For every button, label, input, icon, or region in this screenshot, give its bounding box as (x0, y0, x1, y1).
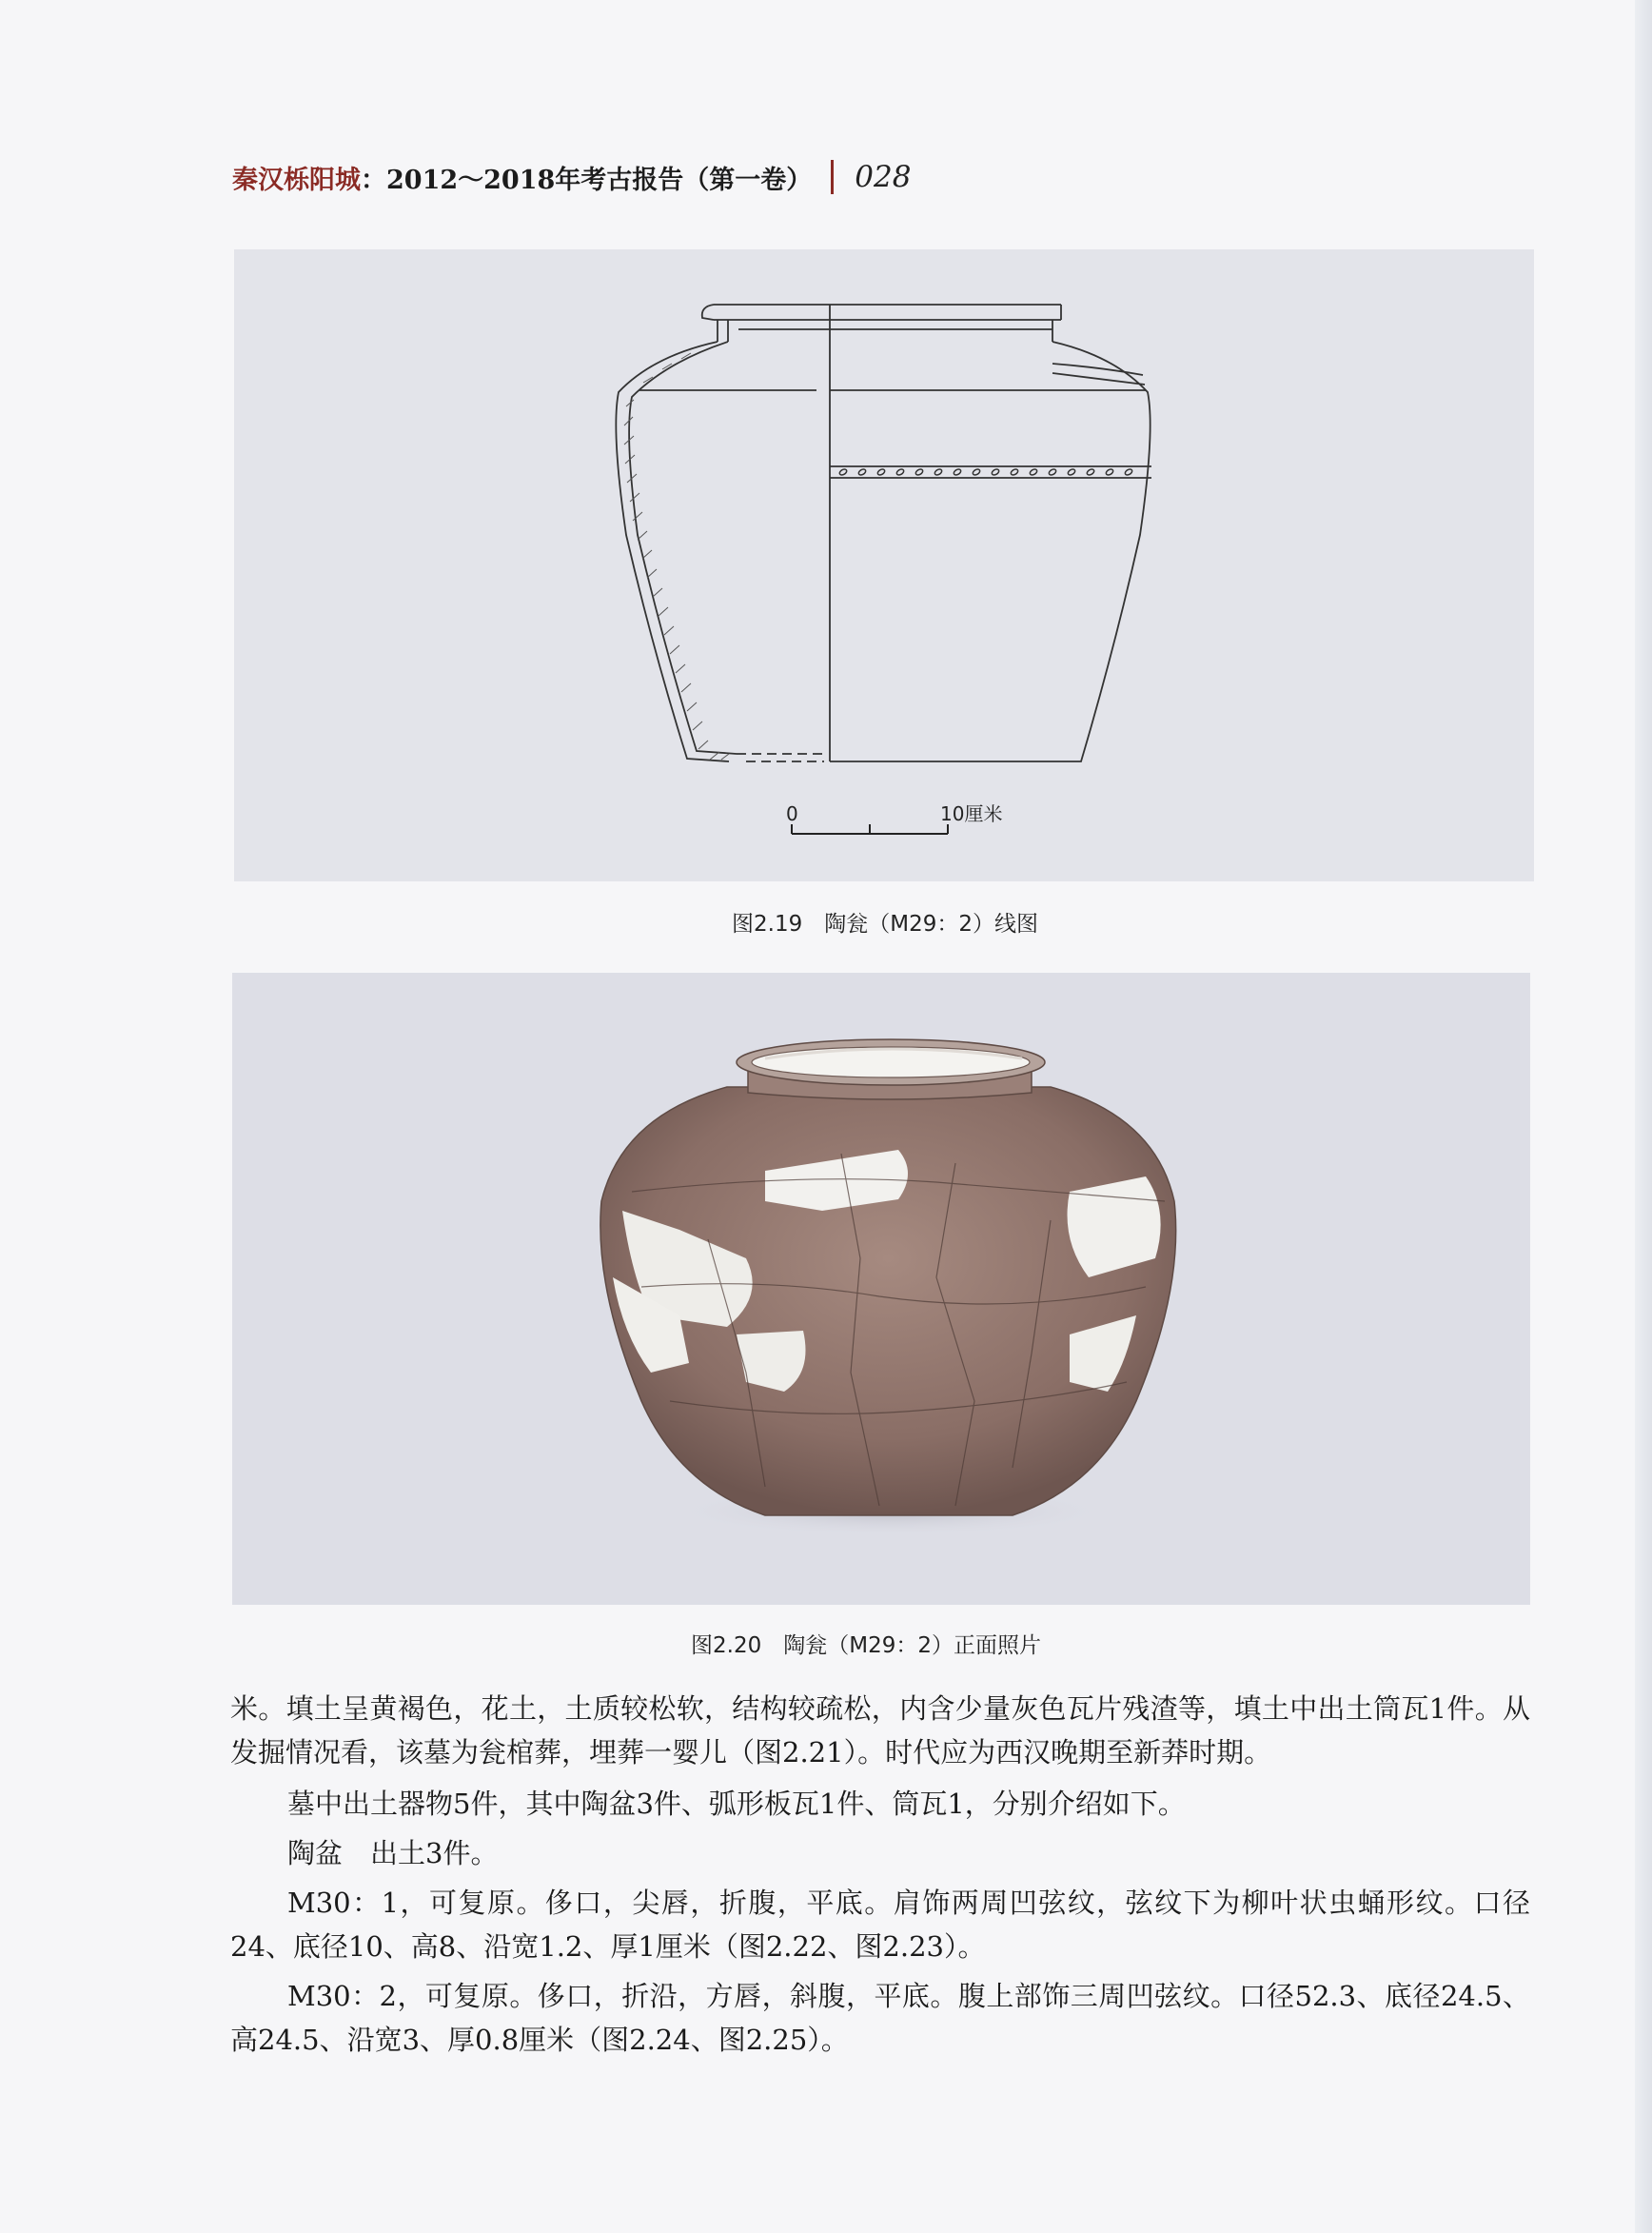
scale-end-label: 10厘米 (940, 802, 1003, 825)
figure-caption-2-20: 图2.20 陶瓮（M29：2）正面照片 (691, 1633, 1041, 1658)
paragraph-5: M30：2，可复原。侈口，折沿，方唇，斜腹，平底。腹上部饰三周凹弦纹。口径52.3、底径24.5、高24.5、沿宽3、厚0.8厘米（图2.24、图2.25）。 (230, 1980, 1530, 2056)
jar-photo-illustration (232, 973, 1530, 1605)
figure-line-drawing (234, 249, 1534, 881)
scale-zero-label: 0 (786, 802, 798, 825)
jar-line-drawing (234, 249, 1534, 881)
book-subtitle: ：2012～2018年考古报告（第一卷） (361, 165, 813, 195)
book-title: 秦汉栎阳城 (232, 165, 361, 195)
paragraph-3: 陶盆 出土3件。 (287, 1837, 499, 1869)
figure-caption-2-19: 图2.19 陶瓮（M29：2）线图 (732, 912, 1038, 937)
body-text (230, 1687, 1530, 2067)
figure-photo (232, 973, 1530, 1605)
header-separator (831, 160, 834, 194)
paragraph-2: 墓中出土器物5件，其中陶盆3件、弧形板瓦1件、筒瓦1，分别介绍如下。 (287, 1788, 1186, 1820)
page-edge (1635, 0, 1652, 2233)
paragraph-1: 米。填土呈黄褐色，花土，土质较松软，结构较疏松，内含少量灰色瓦片残渣等，填土中出土筒瓦1件。从发掘情况看，该墓为瓮棺葬，埋葬一婴儿（图2.21）。时代应为西汉晚期至新莽时期。 (230, 1692, 1530, 1769)
page-number: 028 (855, 160, 912, 194)
running-header (232, 156, 911, 198)
scale-bar (792, 824, 948, 834)
paragraph-4: M30：1，可复原。侈口，尖唇，折腹，平底。肩饰两周凹弦纹，弦纹下为柳叶状虫蛹形纹。口径24、底径10、高8、沿宽1.2、厚1厘米（图2.22、图2.23）。 (230, 1887, 1530, 1963)
